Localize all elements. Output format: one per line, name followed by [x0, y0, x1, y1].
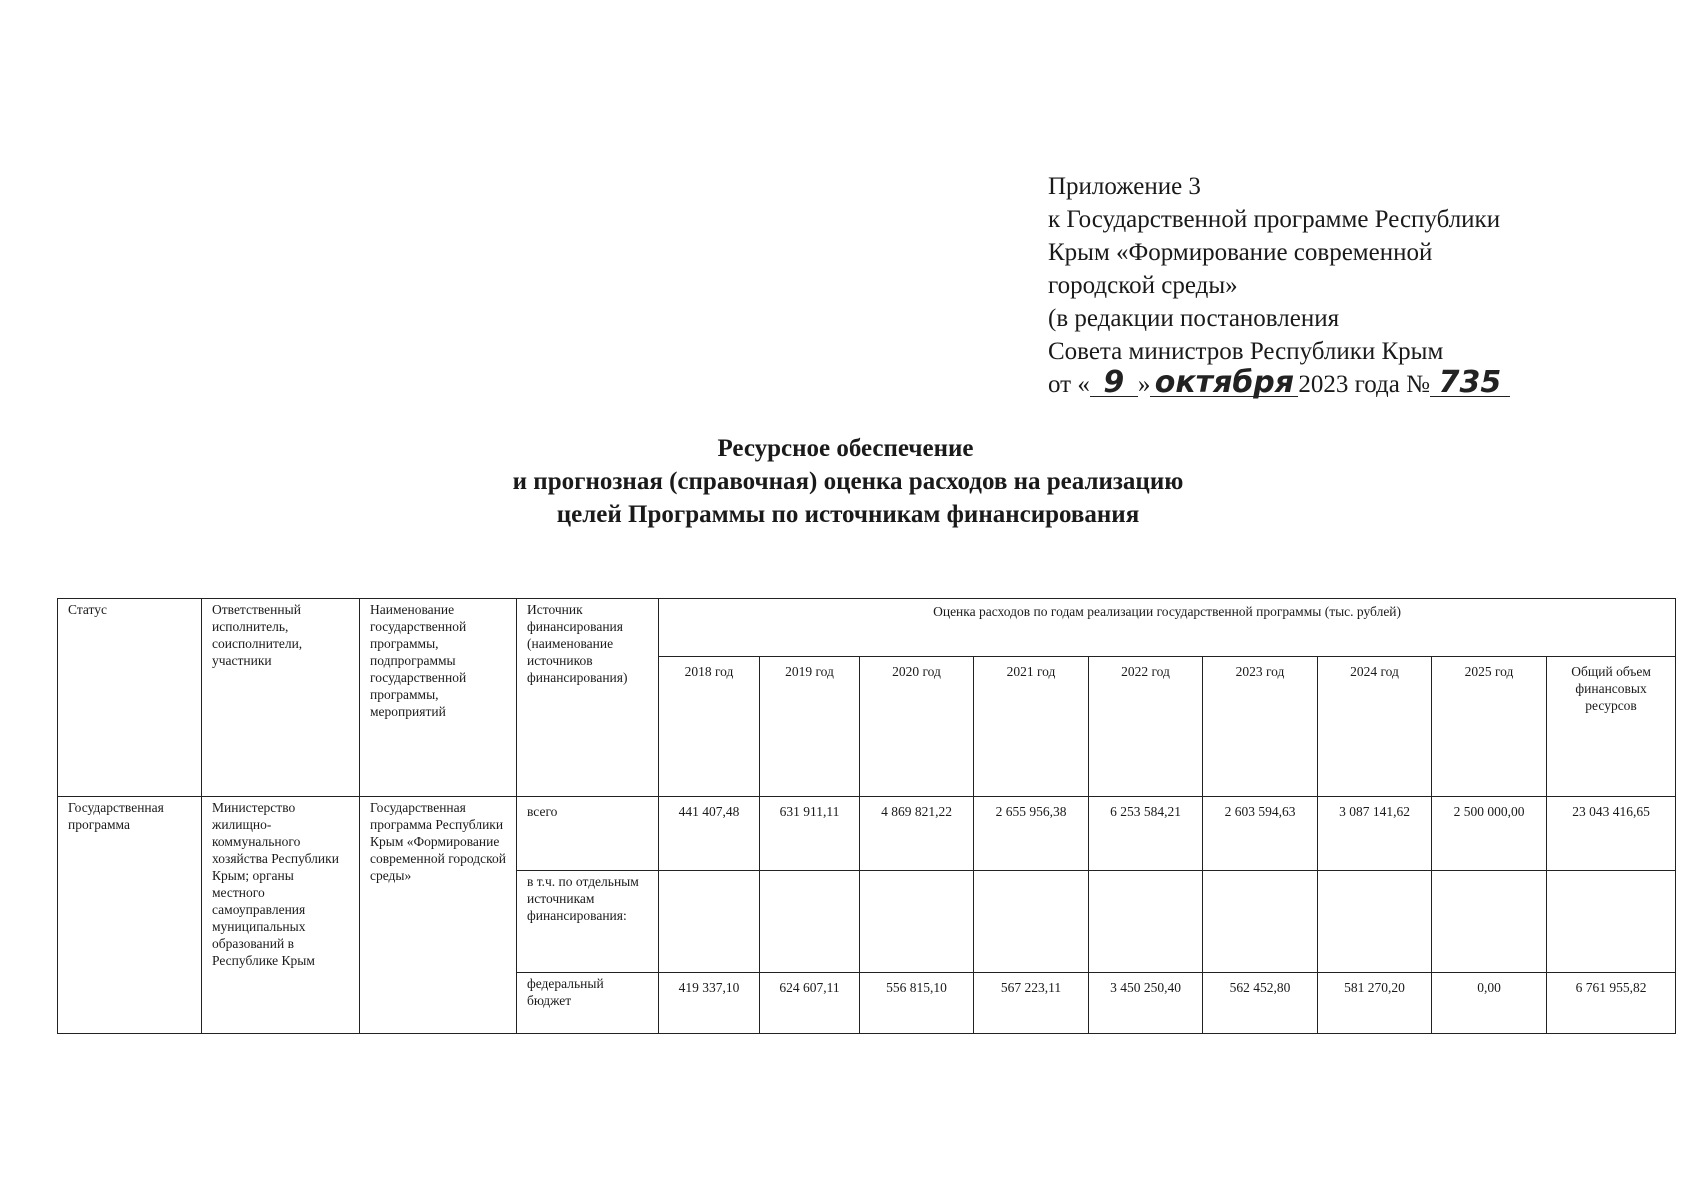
header-responsible: Ответственный исполнитель, соисполнители, участники [202, 599, 360, 797]
appendix-line: городской среды» [1048, 272, 1238, 299]
table-row [58, 797, 1676, 871]
cell-responsible: Министерство жилищно-коммунального хозяйства Республики Крым; органы местного самоуправления муниципальных образований в Республике Крым [202, 797, 360, 1034]
cell-source: всего [517, 797, 659, 871]
header-estimate: Оценка расходов по годам реализации государственной программы (тыс. рублей) [659, 599, 1676, 657]
table-header-row [58, 599, 1676, 657]
appendix-line: Совета министров Республики Крым [1048, 338, 1444, 365]
cell-value: 441 407,48 [659, 797, 760, 871]
cell-total [1547, 871, 1676, 973]
header-year: 2024 год [1318, 657, 1432, 797]
header-source: Источник финансирования (наименование источников финансирования) [517, 599, 659, 797]
header-year: 2018 год [659, 657, 760, 797]
header-year: 2023 год [1203, 657, 1318, 797]
cell-source: в т.ч. по отдельным источникам финансирования: [517, 871, 659, 973]
date-year-text: 2023 года № [1298, 371, 1430, 398]
cell-source: федеральный бюджет [517, 973, 659, 1034]
cell-value: 6 253 584,21 [1089, 797, 1203, 871]
title-line: Ресурсное обеспечение [717, 435, 974, 462]
appendix-line: к Государственной программе Республики [1048, 206, 1501, 233]
cell-value: 0,00 [1432, 973, 1547, 1034]
cell-value [1318, 871, 1432, 973]
cell-value: 2 603 594,63 [1203, 797, 1318, 871]
resource-table [57, 598, 1676, 1034]
cell-value: 3 087 141,62 [1318, 797, 1432, 871]
header-year: 2021 год [974, 657, 1089, 797]
cell-value: 631 911,11 [760, 797, 860, 871]
header-name: Наименование государственной программы, подпрограммы государственной программы, мероприятий [360, 599, 517, 797]
cell-program-name: Государственная программа Республики Крым «Формирование современной городской среды» [360, 797, 517, 1034]
header-year: 2025 год [1432, 657, 1547, 797]
cell-value: 3 450 250,40 [1089, 973, 1203, 1034]
cell-value [1432, 871, 1547, 973]
cell-value: 581 270,20 [1318, 973, 1432, 1034]
cell-value: 556 815,10 [860, 973, 974, 1034]
header-year: 2022 год [1089, 657, 1203, 797]
cell-status: Государственная программа [58, 797, 202, 1034]
cell-value: 2 500 000,00 [1432, 797, 1547, 871]
date-month-handwritten: октября [1150, 370, 1298, 397]
cell-total: 6 761 955,82 [1547, 973, 1676, 1034]
cell-value [974, 871, 1089, 973]
header-total: Общий объем финансовых ресурсов [1547, 657, 1676, 797]
resolution-number-handwritten: 735 [1430, 370, 1510, 397]
cell-value [860, 871, 974, 973]
cell-value: 562 452,80 [1203, 973, 1318, 1034]
appendix-header [1048, 170, 1648, 401]
cell-value: 419 337,10 [659, 973, 760, 1034]
resolution-date-line [1048, 365, 1648, 401]
appendix-line: Приложение 3 [1048, 173, 1201, 200]
date-day-handwritten: 9 [1090, 370, 1138, 397]
title-line: и прогнозная (справочная) оценка расходов на реализацию [512, 468, 1184, 495]
cell-value [1203, 871, 1318, 973]
header-year: 2019 год [760, 657, 860, 797]
header-year: 2020 год [860, 657, 974, 797]
appendix-line: Крым «Формирование современной [1048, 239, 1433, 266]
cell-value: 624 607,11 [760, 973, 860, 1034]
cell-value: 2 655 956,38 [974, 797, 1089, 871]
cell-value: 567 223,11 [974, 973, 1089, 1034]
header-status: Статус [58, 599, 202, 797]
cell-value [659, 871, 760, 973]
date-mid: » [1137, 371, 1151, 398]
appendix-line: (в редакции постановления [1048, 305, 1340, 332]
cell-value: 4 869 821,22 [860, 797, 974, 871]
cell-value [1089, 871, 1203, 973]
date-prefix: от « [1048, 371, 1090, 398]
cell-total: 23 043 416,65 [1547, 797, 1676, 871]
document-title [0, 432, 1696, 531]
title-line: целей Программы по источникам финансирования [556, 501, 1140, 528]
cell-value [760, 871, 860, 973]
